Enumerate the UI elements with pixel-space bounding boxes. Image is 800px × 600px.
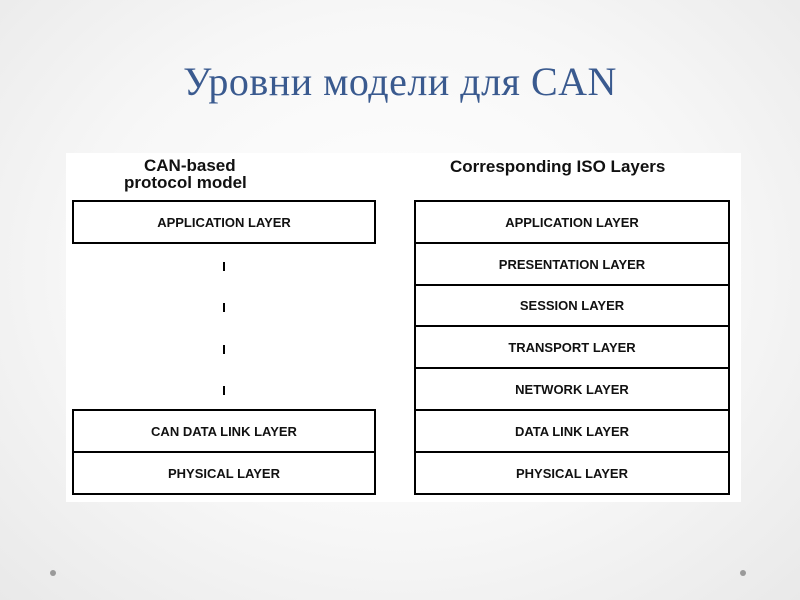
layer-comparison-diagram [66,153,741,502]
slide-title: Уровни модели для CAN [183,59,617,104]
can-data-link-layer: CAN DATA LINK LAYER [72,409,376,453]
gap-tick [223,386,225,395]
iso-presentation-layer: PRESENTATION LAYER [414,242,730,286]
can-model-header-line1: CAN-based [144,156,236,175]
can-model-header [124,157,247,191]
gap-tick [223,345,225,354]
gap-tick [223,262,225,271]
can-model-header-line2: protocol model [124,173,247,192]
can-application-layer: APPLICATION LAYER [72,200,376,244]
iso-data-link-layer: DATA LINK LAYER [414,409,730,453]
iso-physical-layer: PHYSICAL LAYER [414,451,730,495]
can-physical-layer: PHYSICAL LAYER [72,451,376,495]
iso-network-layer: NETWORK LAYER [414,367,730,411]
corner-dot-right [740,570,746,576]
iso-layers-header: Corresponding ISO Layers [450,157,666,176]
iso-application-layer: APPLICATION LAYER [414,200,730,244]
corner-dot-left [50,570,56,576]
iso-transport-layer: TRANSPORT LAYER [414,325,730,369]
gap-tick [223,303,225,312]
iso-session-layer: SESSION LAYER [414,284,730,327]
